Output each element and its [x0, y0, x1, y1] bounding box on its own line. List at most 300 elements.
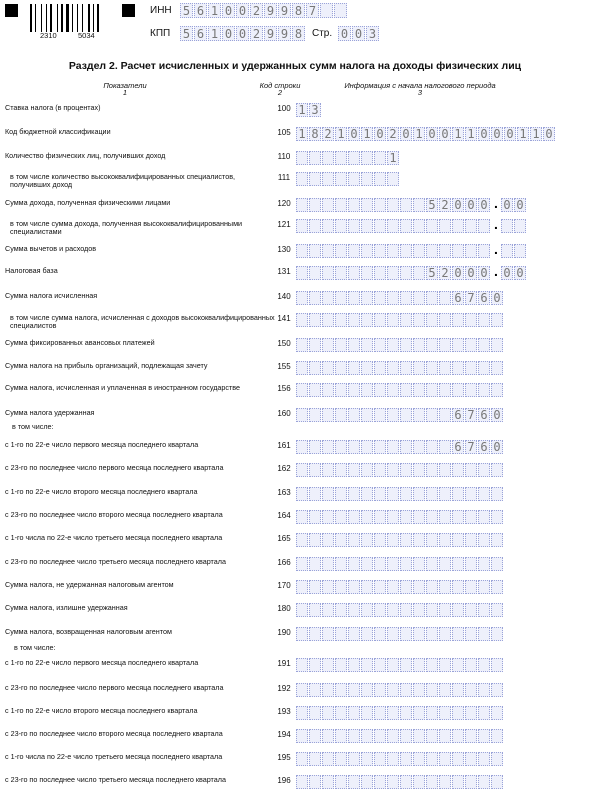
field-cell: [426, 383, 438, 397]
field-cell: [335, 683, 347, 697]
row-field-193[interactable]: [296, 706, 504, 720]
page-cell: 0: [338, 26, 351, 41]
field-cell: [348, 440, 360, 454]
field-cell: [413, 683, 425, 697]
field-cell: [452, 580, 464, 594]
row-field-163[interactable]: [296, 487, 504, 501]
field-cell: [439, 361, 451, 375]
field-cell: [296, 361, 308, 375]
field-cell: [348, 266, 360, 280]
row-field-170[interactable]: [296, 580, 504, 594]
field-cell: [426, 361, 438, 375]
field-cell: [478, 533, 490, 547]
field-cell: [465, 338, 477, 352]
row-field-164[interactable]: [296, 510, 504, 524]
field-cell: [309, 463, 321, 477]
row-code-163: 163: [277, 488, 291, 497]
field-cell: [335, 752, 347, 766]
field-cell: [335, 313, 347, 327]
field-cell: [439, 683, 451, 697]
field-cell: [465, 219, 477, 233]
field-cell: [426, 219, 438, 233]
inn-cell: 7: [306, 3, 319, 18]
field-cell: [413, 440, 425, 454]
row-label-170: Сумма налога, не удержанная налоговым агентом: [5, 580, 174, 589]
field-cell: [426, 533, 438, 547]
field-cell: [478, 729, 490, 743]
row-field-105[interactable]: [296, 127, 556, 141]
field-cell: 1: [296, 127, 308, 141]
field-cell: [426, 627, 438, 641]
field-cell: [387, 172, 399, 186]
row-code-180: 180: [277, 604, 291, 613]
field-cell: [322, 313, 334, 327]
field-cell: [465, 580, 477, 594]
row-label-160: Сумма налога удержанная: [5, 408, 95, 417]
barcode-number-right: 5034: [78, 31, 95, 40]
field-cell: [413, 361, 425, 375]
field-cell: [478, 313, 490, 327]
inn-cell: 6: [194, 3, 207, 18]
field-cell: [374, 580, 386, 594]
field-cell: [296, 440, 308, 454]
field-cell: [426, 557, 438, 571]
field-cell: [452, 775, 464, 789]
field-cell: [361, 603, 373, 617]
page-cell: 3: [366, 26, 379, 41]
field-cell: [322, 151, 334, 165]
field-cell: [400, 627, 412, 641]
row-label-162: с 23-го по последнее число первого месяца последнего квартала: [5, 463, 224, 472]
field-cell: [309, 338, 321, 352]
inn-cell: 9: [264, 3, 277, 18]
field-cell: [426, 291, 438, 305]
field-cell: 6: [478, 291, 490, 305]
inn-cell: 0: [222, 3, 235, 18]
field-cell: [413, 580, 425, 594]
field-cell: [452, 658, 464, 672]
field-cell: [348, 510, 360, 524]
field-cell: [478, 510, 490, 524]
field-cell: [478, 487, 490, 501]
col-header-code-title: Код строки: [259, 81, 301, 90]
field-cell: 0: [504, 127, 516, 141]
field-cell: [374, 510, 386, 524]
field-cell: 0: [439, 127, 451, 141]
inn-cell: [320, 3, 333, 18]
col-header-code: [250, 82, 310, 96]
field-cell: [387, 658, 399, 672]
row-field-140[interactable]: [296, 291, 504, 305]
decimal-point: .: [494, 195, 498, 211]
field-cell: [322, 487, 334, 501]
field-cell: [374, 752, 386, 766]
field-cell: [439, 338, 451, 352]
row-field-131[interactable]: [296, 263, 527, 280]
row-code-196: 196: [277, 776, 291, 785]
field-cell: [309, 219, 321, 233]
inn-field[interactable]: [180, 3, 348, 18]
field-cell: [439, 775, 451, 789]
field-cell: [374, 658, 386, 672]
subheading-160: в том числе:: [12, 422, 54, 431]
field-cell: [361, 313, 373, 327]
field-cell: [413, 557, 425, 571]
row-field-191[interactable]: [296, 658, 504, 672]
field-cell: [335, 244, 347, 258]
field-cell: [348, 683, 360, 697]
field-cell: [322, 729, 334, 743]
row-field-155[interactable]: [296, 361, 504, 375]
row-label-121: в том числе сумма дохода, полученная высококвалифицированными специалистами: [10, 219, 243, 236]
inn-cell: [334, 3, 347, 18]
row-field-162[interactable]: [296, 463, 504, 477]
row-code-121: 121: [277, 220, 291, 229]
decimal-point: .: [494, 263, 498, 279]
barcode: [30, 4, 106, 32]
field-cell: [426, 487, 438, 501]
field-cell: [478, 463, 490, 477]
row-field-110[interactable]: [296, 151, 400, 165]
field-cell: [426, 775, 438, 789]
row-field-194[interactable]: [296, 729, 504, 743]
field-cell: 1: [517, 127, 529, 141]
field-cell: [335, 706, 347, 720]
field-cell: [439, 557, 451, 571]
field-cell: 0: [478, 127, 490, 141]
field-cell: [491, 313, 503, 327]
field-cell: [361, 580, 373, 594]
field-cell: [335, 729, 347, 743]
field-cell: [439, 658, 451, 672]
kpp-cell: 9: [264, 26, 277, 41]
row-field-121[interactable]: [296, 216, 527, 233]
row-code-155: 155: [277, 362, 291, 371]
row-code-194: 194: [277, 730, 291, 739]
field-cell: [335, 463, 347, 477]
field-cell: [413, 510, 425, 524]
field-decimal-cell: 0: [501, 266, 513, 280]
row-code-195: 195: [277, 753, 291, 762]
row-code-164: 164: [277, 511, 291, 520]
field-cell: [296, 580, 308, 594]
field-cell: 0: [400, 127, 412, 141]
field-cell: [413, 338, 425, 352]
field-cell: [400, 533, 412, 547]
row-field-120[interactable]: [296, 195, 527, 212]
field-cell: [296, 627, 308, 641]
field-cell: 2: [322, 127, 334, 141]
field-cell: [309, 729, 321, 743]
field-cell: [491, 361, 503, 375]
field-cell: [465, 729, 477, 743]
row-field-111[interactable]: [296, 172, 400, 186]
field-cell: [309, 580, 321, 594]
field-cell: [322, 557, 334, 571]
field-cell: 1: [387, 151, 399, 165]
field-cell: [361, 151, 373, 165]
page-cell: 0: [352, 26, 365, 41]
row-field-161[interactable]: [296, 440, 504, 454]
field-cell: [374, 361, 386, 375]
row-field-100[interactable]: [296, 103, 322, 117]
corner-marker-right: [122, 4, 135, 17]
field-cell: [426, 683, 438, 697]
row-label-141: в том числе сумма налога, исчисленная с доходов высококвалифицированных специалистов: [10, 313, 275, 330]
field-cell: [387, 729, 399, 743]
field-cell: [322, 533, 334, 547]
inn-cell: 8: [292, 3, 305, 18]
row-code-100: 100: [277, 104, 291, 113]
field-cell: [309, 487, 321, 501]
field-cell: [465, 706, 477, 720]
field-cell: [309, 603, 321, 617]
field-cell: [374, 775, 386, 789]
inn-cell: 0: [236, 3, 249, 18]
field-cell: [400, 440, 412, 454]
field-cell: [452, 244, 464, 258]
field-cell: [361, 440, 373, 454]
field-cell: [439, 408, 451, 422]
field-cell: [335, 361, 347, 375]
field-cell: [400, 338, 412, 352]
field-cell: [413, 266, 425, 280]
row-label-163: с 1-го по 22-е число второго месяца последнего квартала: [5, 487, 198, 496]
field-cell: [348, 219, 360, 233]
row-field-156[interactable]: [296, 383, 504, 397]
field-cell: [348, 627, 360, 641]
field-cell: [322, 683, 334, 697]
field-cell: 6: [478, 408, 490, 422]
field-cell: [387, 440, 399, 454]
field-cell: [374, 291, 386, 305]
row-label-120: Сумма дохода, полученная физическими лицами: [5, 198, 171, 207]
row-code-192: 192: [277, 684, 291, 693]
page-number-field[interactable]: [338, 26, 380, 41]
field-cell: [491, 775, 503, 789]
field-cell: [400, 198, 412, 212]
row-field-190[interactable]: [296, 627, 504, 641]
field-cell: [296, 510, 308, 524]
field-cell: [361, 752, 373, 766]
field-decimal-cell: [501, 219, 513, 233]
field-cell: [335, 172, 347, 186]
field-cell: [387, 487, 399, 501]
row-label-111: в том числе количество высококвалифицированных специалистов, получивших доход: [10, 172, 236, 189]
field-cell: [322, 361, 334, 375]
field-cell: [413, 706, 425, 720]
row-code-110: 110: [277, 152, 291, 161]
field-cell: [387, 383, 399, 397]
field-cell: [296, 533, 308, 547]
row-code-166: 166: [277, 558, 291, 567]
field-cell: [374, 219, 386, 233]
field-cell: 0: [452, 198, 464, 212]
field-decimal-cell: 0: [501, 198, 513, 212]
row-label-131: Налоговая база: [5, 266, 58, 275]
field-cell: [361, 361, 373, 375]
row-field-160[interactable]: [296, 408, 504, 422]
row-field-180[interactable]: [296, 603, 504, 617]
field-cell: [426, 408, 438, 422]
field-cell: [439, 627, 451, 641]
field-cell: [491, 383, 503, 397]
row-code-120: 120: [277, 199, 291, 208]
row-label-164: с 23-го по последнее число второго месяца последнего квартала: [5, 510, 223, 519]
field-cell: [465, 557, 477, 571]
col-header-info-title: Информация с начала налогового периода: [344, 81, 496, 90]
row-field-165[interactable]: [296, 533, 504, 547]
field-cell: [335, 487, 347, 501]
field-cell: 5: [426, 266, 438, 280]
inn-cell: 9: [278, 3, 291, 18]
field-cell: [335, 440, 347, 454]
field-cell: [413, 533, 425, 547]
kpp-field[interactable]: [180, 26, 306, 41]
field-cell: 2: [439, 266, 451, 280]
row-code-193: 193: [277, 707, 291, 716]
field-cell: [413, 752, 425, 766]
col-header-info: [330, 82, 510, 96]
field-cell: [322, 244, 334, 258]
row-code-131: 131: [277, 267, 291, 276]
row-code-105: 105: [277, 128, 291, 137]
field-cell: [387, 291, 399, 305]
field-cell: [361, 775, 373, 789]
field-cell: [478, 752, 490, 766]
field-decimal-cell: [514, 244, 526, 258]
field-cell: [400, 291, 412, 305]
field-cell: [413, 291, 425, 305]
field-cell: [296, 151, 308, 165]
row-label-100: Ставка налога (в процентах): [5, 103, 101, 112]
row-code-150: 150: [277, 339, 291, 348]
field-cell: [361, 338, 373, 352]
field-cell: 3: [309, 103, 321, 117]
field-cell: [296, 313, 308, 327]
col-header-indicators: [90, 82, 160, 96]
field-cell: [400, 580, 412, 594]
field-cell: [400, 658, 412, 672]
field-cell: [296, 706, 308, 720]
field-cell: [452, 219, 464, 233]
field-cell: [309, 752, 321, 766]
field-cell: [322, 198, 334, 212]
field-cell: [413, 603, 425, 617]
field-cell: 0: [478, 198, 490, 212]
field-cell: [361, 487, 373, 501]
field-cell: [374, 533, 386, 547]
field-cell: [322, 408, 334, 422]
field-cell: [439, 706, 451, 720]
field-cell: [374, 383, 386, 397]
row-field-195[interactable]: [296, 752, 504, 766]
field-cell: [348, 313, 360, 327]
field-cell: [387, 752, 399, 766]
row-field-196[interactable]: [296, 775, 504, 789]
row-label-165: с 1-го числа по 22-е число третьего месяца последнего квартала: [5, 533, 223, 542]
field-cell: [348, 775, 360, 789]
field-cell: [491, 627, 503, 641]
field-cell: [452, 510, 464, 524]
field-cell: [387, 338, 399, 352]
row-field-150[interactable]: [296, 338, 504, 352]
field-cell: [452, 533, 464, 547]
corner-marker-left: [5, 4, 18, 17]
row-field-130[interactable]: [296, 241, 527, 258]
field-cell: [361, 510, 373, 524]
row-label-166: с 23-го по последнее число третьего месяца последнего квартала: [5, 557, 226, 566]
field-cell: [452, 706, 464, 720]
field-cell: [322, 463, 334, 477]
field-cell: [491, 463, 503, 477]
row-field-141[interactable]: [296, 313, 504, 327]
field-cell: [335, 775, 347, 789]
field-cell: [348, 361, 360, 375]
field-cell: [400, 683, 412, 697]
field-cell: [465, 313, 477, 327]
field-cell: [322, 658, 334, 672]
field-cell: [452, 603, 464, 617]
field-cell: [491, 487, 503, 501]
field-cell: [491, 533, 503, 547]
field-cell: 0: [491, 440, 503, 454]
field-cell: [335, 219, 347, 233]
field-cell: [478, 580, 490, 594]
field-cell: [413, 313, 425, 327]
field-cell: [348, 198, 360, 212]
field-cell: [361, 383, 373, 397]
field-cell: [387, 266, 399, 280]
row-label-194: с 23-го по последнее число второго месяца последнего квартала: [5, 729, 223, 738]
field-cell: 1: [413, 127, 425, 141]
field-cell: [309, 627, 321, 641]
field-cell: 8: [309, 127, 321, 141]
field-cell: [413, 487, 425, 501]
field-cell: [439, 752, 451, 766]
field-cell: [478, 361, 490, 375]
field-cell: [348, 706, 360, 720]
field-cell: [322, 580, 334, 594]
field-cell: [400, 361, 412, 375]
field-cell: [322, 383, 334, 397]
field-cell: 1: [361, 127, 373, 141]
field-cell: [309, 266, 321, 280]
field-cell: [348, 463, 360, 477]
field-cell: [387, 198, 399, 212]
row-label-196: с 23-го по последнее число третьего месяца последнего квартала: [5, 775, 226, 784]
field-cell: [309, 291, 321, 305]
field-cell: [400, 383, 412, 397]
field-cell: 0: [374, 127, 386, 141]
field-cell: [348, 603, 360, 617]
field-cell: [478, 338, 490, 352]
row-field-192[interactable]: [296, 683, 504, 697]
field-cell: [452, 752, 464, 766]
field-cell: [400, 603, 412, 617]
field-cell: 0: [478, 266, 490, 280]
row-field-166[interactable]: [296, 557, 504, 571]
field-cell: 0: [348, 127, 360, 141]
field-cell: [374, 440, 386, 454]
field-cell: [400, 266, 412, 280]
field-cell: [348, 291, 360, 305]
field-cell: [296, 775, 308, 789]
row-label-156: Сумма налога, исчисленная и уплаченная в иностранном государстве: [5, 383, 241, 392]
field-cell: [387, 775, 399, 789]
field-cell: [452, 557, 464, 571]
subheading-190: в том числе:: [14, 643, 56, 652]
